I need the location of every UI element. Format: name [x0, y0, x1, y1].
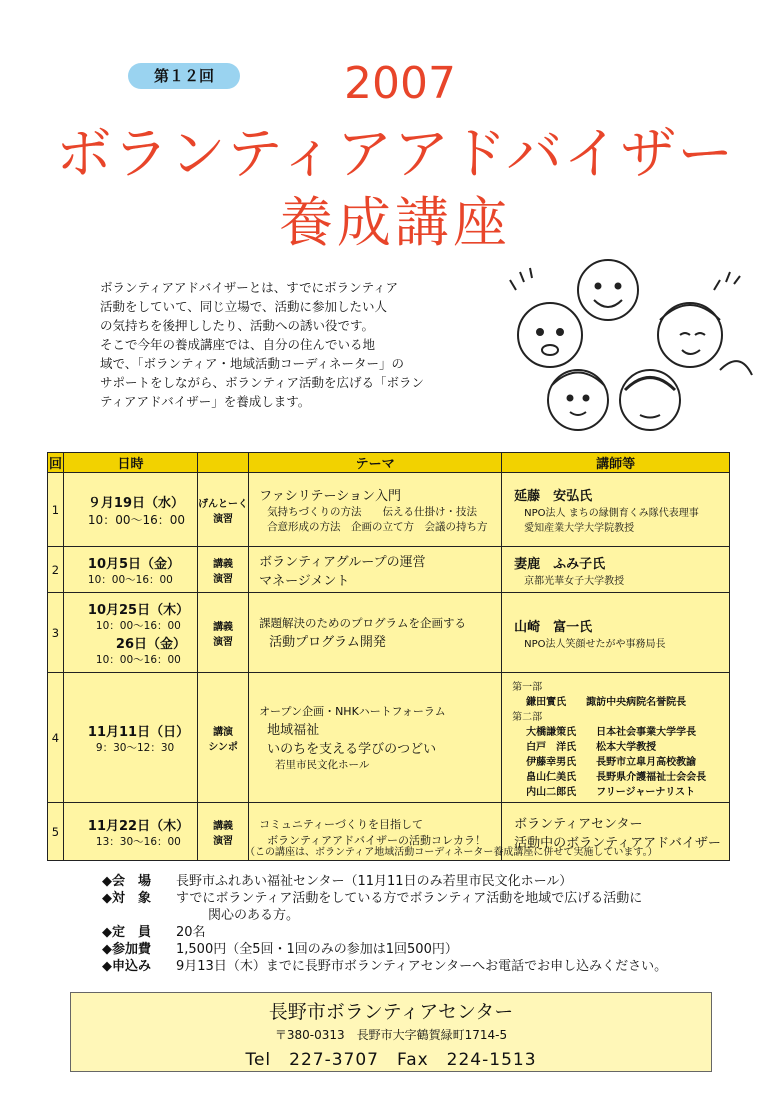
table-header-row	[48, 453, 730, 473]
header-instructor: 講師等	[502, 453, 730, 473]
edition-badge: 第１２回	[128, 63, 240, 89]
intro-line: ティアアドバイザー」を養成します。	[100, 394, 311, 409]
theme-line: 活動プログラム開発	[269, 635, 386, 650]
info-apply	[102, 958, 667, 975]
intro-line: 活動をしていて、同じ立場で、活動に参加したい人	[100, 299, 388, 314]
inst-line: 第一部	[512, 681, 543, 693]
table-row	[48, 673, 730, 803]
row-type	[198, 803, 249, 861]
theme-line: マネージメント	[259, 573, 350, 589]
row-no: 3	[48, 593, 64, 673]
inst-line: 延藤 安弘氏	[514, 489, 593, 504]
info-label: ◆定 員	[102, 925, 151, 940]
inst-line: 京都光華女子大学教授	[524, 575, 625, 587]
inst-line: 伊藤幸男氏 長野市立皐月高校教諭	[526, 756, 697, 768]
theme-line: ボランティアアドバイザーの活動コレカラ！	[267, 833, 486, 847]
row-date	[63, 473, 197, 547]
intro-line: ボランティアアドバイザーとは、すでにボランティア	[100, 280, 399, 295]
header-type	[198, 453, 249, 473]
date-extra-time: 10：00～16：00	[95, 653, 181, 666]
info-target-cont: 関心のある方。	[208, 908, 300, 923]
inst-line: 活動中のボランティアアドバイザー	[514, 835, 721, 851]
group-of-people-illustration	[490, 250, 760, 450]
type-line: げんとーく	[198, 498, 249, 510]
inst-line: 白戸 洋氏 松本大学教授	[526, 741, 657, 753]
theme-line: 合意形成の方法 企画の立て方 会議の持ち方	[267, 521, 488, 533]
header-theme: テーマ	[249, 453, 502, 473]
table-footnote: （この講座は、ボランティア地域活動コーディネーター養成講座に併せて実施しています。）	[245, 847, 658, 858]
info-venue	[102, 873, 667, 890]
row-type	[198, 673, 249, 803]
date-main: 11月11日（日）	[87, 724, 190, 740]
theme-line: 課題解決のためのプログラムを企画する	[259, 616, 466, 630]
row-theme	[249, 593, 502, 673]
row-instructor	[502, 473, 730, 547]
table-row	[48, 593, 730, 673]
date-main: ９月19日（水）	[87, 495, 185, 511]
type-line: 講義	[213, 558, 234, 570]
row-theme	[249, 673, 502, 803]
org-phone: Tel 227-3707 Fax 224-1513	[245, 1050, 537, 1070]
theme-line: オープン企画・NHKハートフォーラム	[259, 705, 446, 718]
inst-line: ボランティアセンター	[514, 816, 643, 832]
type-line: 講義	[213, 621, 234, 633]
inst-line: 鎌田實氏 諏訪中央病院名誉院長	[526, 696, 687, 708]
intro-line: そこで今年の養成講座では、自分の住んでいる地	[100, 337, 376, 352]
theme-line: いのちを支える学びのつどい	[267, 742, 437, 757]
event-info	[102, 873, 667, 975]
date-time: 10：00～16：00	[87, 573, 173, 586]
info-value: 長野市ふれあい福祉センター（11月11日のみ若里市民文化ホール）	[176, 874, 573, 889]
row-date	[63, 547, 197, 593]
contact-box	[70, 992, 712, 1072]
inst-line: 畠山仁美氏 長野県介護福祉士会会長	[526, 771, 707, 783]
row-no: 1	[48, 473, 64, 547]
info-label: ◆申込み	[102, 959, 151, 974]
intro-line: の気持ちを後押ししたり、活動への誘い役です。	[100, 318, 375, 333]
row-date	[63, 593, 197, 673]
schedule-table	[47, 452, 730, 861]
inst-line: 山崎 富一氏	[514, 619, 593, 635]
info-value: すでにボランティア活動をしている方でボランティア活動を地域で広げる活動に	[176, 891, 643, 906]
intro-line: 域で、「ボランティア・地域活動コーディネーター」の	[100, 356, 405, 371]
date-extra: 26日（金）	[115, 636, 187, 652]
row-type	[198, 473, 249, 547]
row-date	[63, 803, 197, 861]
info-value: 9月13日（木）までに長野市ボランティアセンターへお電話でお申し込みください。	[176, 959, 668, 974]
type-line: 演習	[213, 835, 234, 847]
header-no: 回	[48, 453, 64, 473]
type-line: 講演	[213, 726, 234, 738]
theme-line: ボランティアグループの運営	[259, 554, 426, 570]
type-line: 演習	[213, 573, 234, 585]
row-instructor	[502, 673, 730, 803]
theme-line: ファシリテーション入門	[259, 489, 402, 504]
row-instructor	[502, 547, 730, 593]
inst-line: NPO法人 まちの縁側育くみ隊代表理事	[524, 508, 699, 519]
year-heading: 2007	[344, 58, 456, 109]
inst-line: 内山二郎氏 フリージャーナリスト	[526, 786, 696, 798]
row-no: 4	[48, 673, 64, 803]
inst-line: 愛知産業大学大学院教授	[524, 523, 635, 534]
info-target	[102, 890, 667, 907]
inst-line: 大橋謙策氏 日本社会事業大学学長	[526, 726, 697, 738]
theme-line: 若里市民文化ホール	[275, 759, 370, 771]
row-instructor	[502, 593, 730, 673]
info-label: ◆対 象	[102, 891, 151, 906]
type-line: 演習	[213, 513, 234, 525]
table-row	[48, 547, 730, 593]
title-line-2: 養成講座	[279, 191, 511, 254]
date-main: 10月25日（木）	[87, 602, 190, 618]
row-theme	[249, 547, 502, 593]
row-type	[198, 547, 249, 593]
row-no: 5	[48, 803, 64, 861]
info-value: 1,500円（全5回・1回のみの参加は1回500円）	[176, 942, 458, 957]
row-theme	[249, 473, 502, 547]
info-label: ◆会 場	[102, 874, 151, 889]
date-time: 10：00～16：00	[87, 512, 186, 527]
row-type	[198, 593, 249, 673]
info-fee	[102, 941, 667, 958]
date-time: 9：30～12：30	[95, 741, 175, 754]
inst-line: NPO法人笑顔せたがや事務局長	[524, 638, 666, 650]
row-no: 2	[48, 547, 64, 593]
intro-line: サポートをしながら、ボランティア活動を広げる「ボラン	[100, 375, 425, 390]
theme-line: コミュニティーづくりを目指して	[259, 817, 423, 831]
type-line: シンポ	[208, 741, 238, 753]
org-name: 長野市ボランティアセンター	[268, 1001, 514, 1023]
inst-line: 妻鹿 ふみ子氏	[514, 556, 606, 572]
info-capacity	[102, 924, 667, 941]
date-main: 10月5日（金）	[87, 556, 181, 572]
header-date: 日時	[63, 453, 197, 473]
title-line-1: ボランティアアドバイザー	[55, 122, 735, 187]
inst-line: 第二部	[512, 711, 543, 723]
theme-line: 気持ちづくりの方法 伝える仕掛け・技法	[267, 506, 477, 518]
type-line: 講義	[213, 820, 234, 832]
info-value: 20名	[176, 925, 206, 940]
table-row	[48, 473, 730, 547]
info-label: ◆参加費	[102, 942, 151, 957]
org-address: 〒380-0313 長野市大字鶴賀緑町1714-5	[274, 1028, 508, 1042]
intro-text	[100, 278, 440, 411]
row-date	[63, 673, 197, 803]
date-time: 13：30～16：00	[95, 835, 181, 848]
type-line: 演習	[213, 636, 234, 648]
theme-line: 地域福祉	[267, 723, 320, 738]
date-main: 11月22日（木）	[87, 818, 190, 834]
date-time: 10：00～16：00	[95, 619, 181, 632]
